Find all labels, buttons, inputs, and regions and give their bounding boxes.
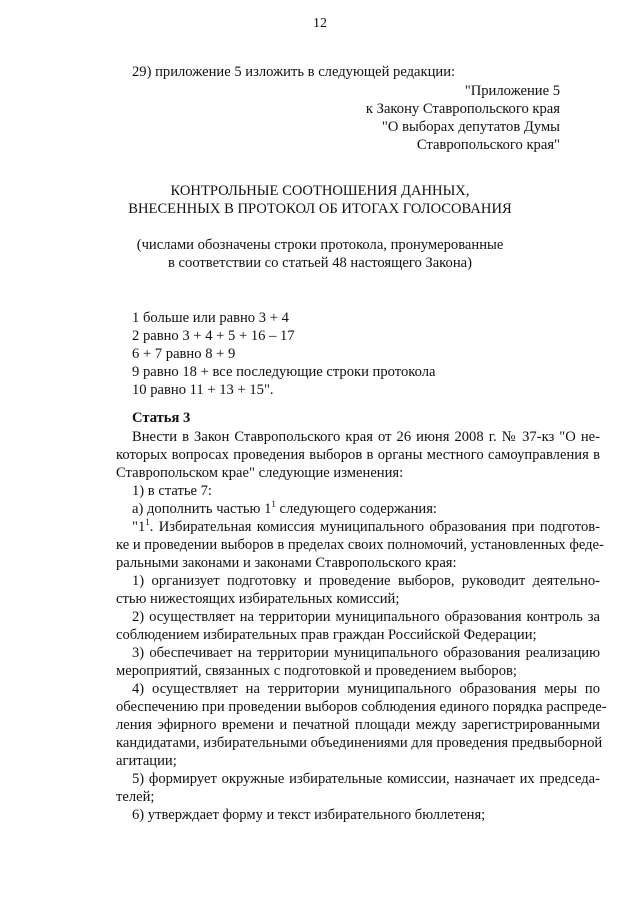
ratio-item: 2 равно 3 + 4 + 5 + 16 – 17	[132, 328, 295, 344]
article-heading: Статья 3	[132, 410, 191, 426]
clause-4-line: кандидатами, избирательными объединениями для проведения предвыборной	[116, 735, 603, 751]
ratio-item: 6 + 7 равно 8 + 9	[132, 346, 236, 362]
document-subtitle-line-1: (числами обозначены строки протокола, пронумерованные	[136, 237, 504, 253]
clause-2-line: 2) осуществляет на территории муниципального образования контроль за	[132, 609, 600, 625]
clause-5-line: телей;	[116, 789, 155, 805]
clause-4-line: обеспечению при проведении выборов соблюдения единого порядка распреде-	[116, 699, 607, 715]
appendix-ref-line-3: "О выборах депутатов Думы	[381, 119, 560, 135]
article-text-line: которых вопросах проведения выборов в органы местного самоуправления в	[116, 447, 600, 463]
appendix-ref-line-2: к Закону Ставропольского края	[365, 101, 560, 117]
page-number: 12	[313, 16, 327, 31]
item-a-text-end: следующего содержания:	[275, 501, 437, 517]
document-title-line-2: ВНЕСЕННЫХ В ПРОТОКОЛ ОБ ИТОГАХ ГОЛОСОВАНИЯ	[128, 201, 512, 217]
appendix-ref-line-1: "Приложение 5	[464, 83, 560, 99]
document-subtitle-line-2: в соответствии со статьей 48 настоящего Закона)	[168, 255, 472, 271]
clause-5-line: 5) формирует окружные избирательные комиссии, назначает их председа-	[132, 771, 600, 787]
clause-1-line: 1) организует подготовку и проведение выборов, руководит деятельно-	[132, 573, 600, 589]
quoted-part-line: ке и проведении выборов в пределах своих полномочий, установленных феде-	[116, 537, 604, 553]
item-a-text: а) дополнить частью 1	[132, 501, 272, 517]
ratio-item: 10 равно 11 + 13 + 15".	[132, 382, 274, 398]
ratio-item: 1 больше или равно 3 + 4	[132, 310, 289, 326]
quoted-part-line	[132, 518, 600, 536]
article-text-line: Внести в Закон Ставропольского края от 26 июня 2008 г. № 37-кз "О не-	[132, 429, 600, 445]
document-title-line-1: КОНТРОЛЬНЫЕ СООТНОШЕНИЯ ДАННЫХ,	[170, 183, 470, 199]
clause-3-line: 3) обеспечивает на территории муниципального образования реализацию	[132, 645, 600, 661]
clause-6-line: 6) утверждает форму и текст избирательного бюллетеня;	[132, 807, 486, 823]
clause-2-line: соблюдением избирательных прав граждан Российской Федерации;	[116, 627, 537, 643]
clause-4-line: агитации;	[116, 753, 177, 769]
clause-3-line: мероприятий, связанных с подготовкой и проведением выборов;	[116, 663, 517, 679]
clause-1-line: стью нижестоящих избирательных комиссий;	[116, 591, 400, 607]
item-a	[132, 500, 437, 518]
quoted-part-start: "1	[132, 519, 146, 535]
amendment-intro: 29) приложение 5 изложить в следующей редакции:	[132, 64, 456, 80]
item-a-superscript: 1	[271, 499, 276, 509]
quoted-part-text: . Избирательная комиссия муниципального образования при подготов-	[149, 519, 600, 535]
quoted-part-line: ральными законами и законами Ставропольского края:	[116, 555, 457, 571]
clause-4-line: 4) осуществляет на территории муниципального образования меры по	[132, 681, 600, 697]
quoted-part-superscript: 1	[145, 517, 150, 527]
clause-4-line: ления эфирного времени и печатной площади между зарегистрированными	[116, 717, 600, 733]
item-1: 1) в статье 7:	[132, 483, 212, 499]
article-text-line: Ставропольском крае" следующие изменения:	[116, 465, 404, 481]
appendix-ref-line-4: Ставропольского края"	[416, 137, 560, 153]
ratio-item: 9 равно 18 + все последующие строки протокола	[132, 364, 436, 380]
